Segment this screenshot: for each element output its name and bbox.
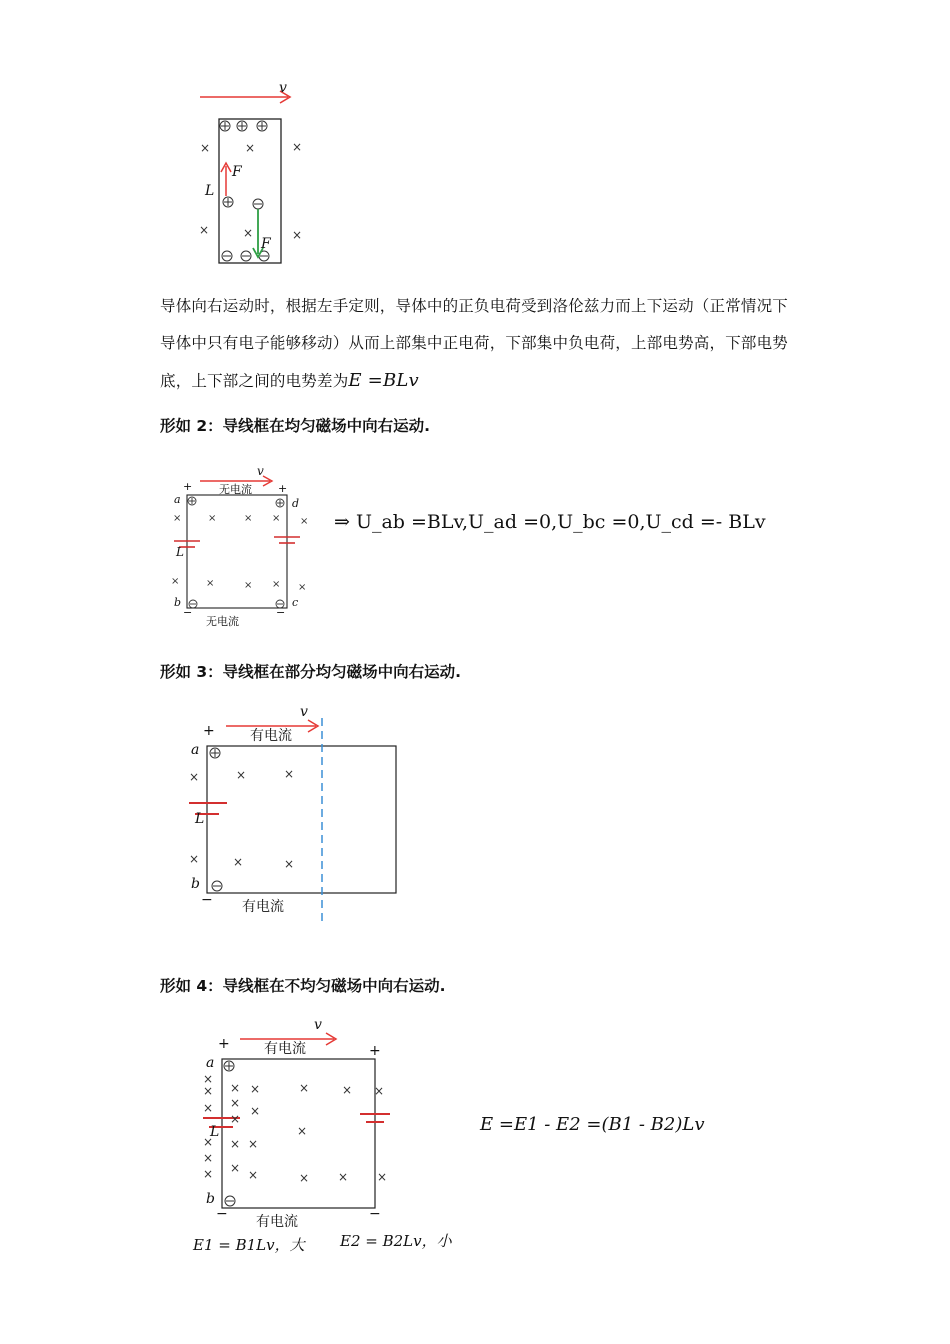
current-top-label: 有电流	[250, 728, 292, 744]
field-cross: ×	[292, 228, 303, 242]
field-cross: ×	[284, 767, 295, 781]
field-cross: ×	[230, 1112, 241, 1126]
field-cross: ×	[203, 1135, 214, 1149]
field-cross: ×	[189, 852, 200, 866]
corner-d-label: d	[292, 497, 300, 510]
current-bottom-label: 有电流	[242, 899, 284, 915]
field-cross: ×	[173, 513, 182, 524]
field-cross: ×	[200, 141, 211, 155]
field-cross: ×	[203, 1072, 214, 1086]
field-cross: ×	[248, 1168, 259, 1182]
field-cross: ×	[250, 1104, 261, 1118]
corner-a-label: a	[174, 493, 181, 506]
plus-sign: +	[218, 1036, 230, 1052]
field-cross: ×	[236, 768, 247, 782]
no-current-top-label: 无电流	[219, 483, 252, 496]
field-cross: ×	[203, 1151, 214, 1165]
plus-sign: +	[369, 1043, 381, 1059]
minus-sign: −	[216, 1206, 228, 1222]
field-cross: ×	[208, 513, 217, 524]
corner-c-label: c	[292, 596, 299, 609]
field-cross: ×	[284, 857, 295, 871]
field-cross: ×	[203, 1167, 214, 1181]
voltage-formula-text: ⇒ U_ab =BLv,U_ad =0,U_bc =0,U_cd =- BLv	[334, 511, 766, 533]
corner-b-label: b	[206, 1191, 215, 1207]
field-cross: ×	[299, 1081, 310, 1095]
emf-formula: E =BLv	[348, 370, 419, 391]
field-cross: ×	[338, 1170, 349, 1184]
field-cross: ×	[189, 770, 200, 784]
field-cross: ×	[250, 1082, 261, 1096]
e1-annotation: E1 = B1Lv，大	[193, 1236, 305, 1254]
minus-sign: −	[183, 606, 193, 619]
velocity-label: v	[257, 464, 264, 478]
plus-sign: +	[278, 482, 288, 495]
section-4-heading: 形如 4：导线框在不均匀磁场中向右运动.	[160, 977, 446, 995]
length-label: L	[205, 183, 215, 199]
field-cross: ×	[300, 516, 309, 527]
field-cross: ×	[199, 223, 210, 237]
corner-b-label: b	[174, 596, 182, 609]
field-cross: ×	[171, 576, 180, 587]
minus-sign: −	[369, 1206, 381, 1222]
section-2-heading: 形如 2：导线框在均匀磁场中向右运动.	[160, 417, 431, 435]
corner-b-label: b	[191, 876, 200, 892]
field-cross: ×	[203, 1084, 214, 1098]
velocity-label: v	[300, 704, 308, 720]
explanation-text: 导体向右运动时，根据左手定则，导体中的正负电荷受到洛伦兹力而上下运动（正常情况下导体中只有电子能够移动）从而上部集中正电荷，下部集中负电荷，上部电势高，下部电势底，上下部之间的电势差为	[160, 297, 789, 390]
length-label: L	[176, 545, 184, 559]
length-label: L	[210, 1124, 220, 1140]
current-top-label: 有电流	[264, 1041, 306, 1057]
velocity-label: v	[279, 80, 287, 96]
emf-difference-formula	[480, 1114, 705, 1135]
field-cross: ×	[299, 1171, 310, 1185]
section-3-heading: 形如 3：导线框在部分均匀磁场中向右运动.	[160, 663, 462, 681]
field-cross: ×	[243, 226, 254, 240]
minus-sign: −	[201, 892, 213, 908]
field-cross: ×	[297, 1124, 308, 1138]
field-cross: ×	[272, 513, 281, 524]
field-cross: ×	[206, 578, 215, 589]
length-label: L	[195, 811, 205, 827]
field-cross: ×	[292, 140, 303, 154]
corner-a-label: a	[191, 742, 200, 758]
field-cross: ×	[230, 1137, 241, 1151]
field-cross: ×	[298, 582, 307, 593]
field-cross: ×	[248, 1137, 259, 1151]
field-cross: ×	[342, 1083, 353, 1097]
plus-sign: +	[183, 480, 193, 493]
field-cross: ×	[374, 1084, 385, 1098]
emf-difference-formula-text: E =E1 - E2 =(B1 - B2)Lv	[480, 1114, 705, 1135]
field-cross: ×	[230, 1096, 241, 1110]
field-cross: ×	[272, 579, 281, 590]
force-down-label: F	[261, 236, 271, 252]
velocity-label: v	[314, 1017, 322, 1033]
field-cross: ×	[203, 1101, 214, 1115]
field-cross: ×	[230, 1081, 241, 1095]
field-cross: ×	[233, 855, 244, 869]
corner-a-label: a	[206, 1055, 215, 1071]
field-cross: ×	[244, 580, 253, 591]
current-bottom-label: 有电流	[256, 1214, 298, 1230]
force-up-label: F	[232, 164, 242, 180]
field-cross: ×	[377, 1170, 388, 1184]
field-cross: ×	[245, 141, 256, 155]
field-cross: ×	[244, 513, 253, 524]
field-cross: ×	[230, 1161, 241, 1175]
plus-sign: +	[203, 723, 215, 739]
no-current-bottom-label: 无电流	[206, 615, 239, 628]
e2-annotation: E2 = B2Lv，小	[340, 1232, 452, 1250]
minus-sign: −	[276, 606, 286, 619]
